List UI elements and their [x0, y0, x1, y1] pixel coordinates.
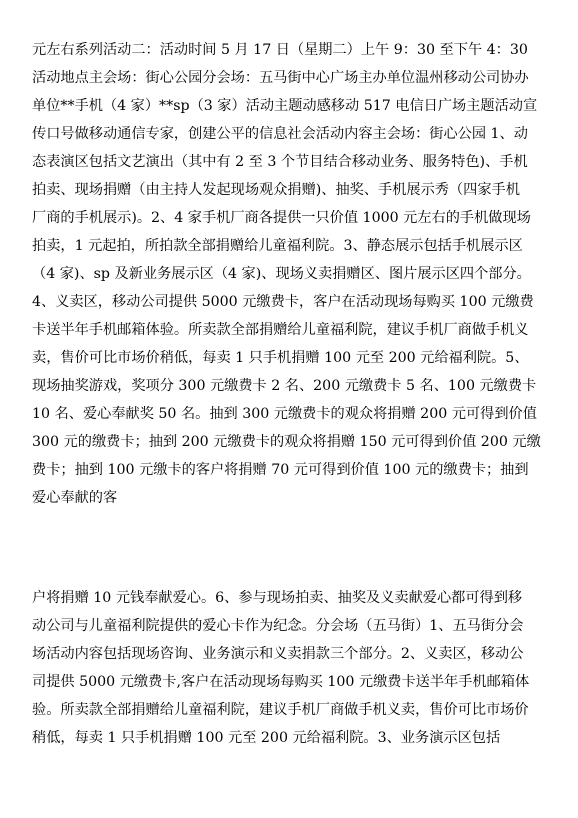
paragraph-1	[32, 36, 552, 512]
text-line: 传口号做移动通信专家，创建公平的信息社会活动内容主会场：街心公园 1、动	[32, 126, 528, 142]
text-line: 现场抽奖游戏，奖项分 300 元缴费卡 2 名、200 元缴费卡 5 名、100 元缴费卡	[32, 378, 537, 394]
text-line: 4、义卖区，移动公司提供 5000 元缴费卡，客户在活动现场每购买 100 元缴费	[32, 294, 534, 310]
text-line: 元左右系列活动二：活动时间 5 月 17 日（星期二）上午 9：30 至下午 4：30	[32, 42, 528, 58]
text-line: 卖，售价可比市场价稍低，每卖 1 只手机捐赠 100 元至 200 元给福利院。5、	[32, 350, 529, 366]
text-line: 态表演区包括文艺演出（其中有 2 至 3 个节目结合移动业务、服务特色)、手机	[32, 154, 528, 170]
text-line: 300 元的缴费卡；抽到 200 元缴费卡的观众将捐赠 150 元可得到价值 200 元缴	[32, 434, 541, 450]
text-line: 活动地点主会场：街心公园分会场：五马街中心广场主办单位温州移动公司协办	[32, 70, 529, 86]
text-line: 场活动内容包括现场咨询、业务演示和义卖捐款三个部分。2、义卖区，移动公	[32, 646, 524, 662]
text-line: 10 名、爱心奉献奖 50 名。抽到 300 元缴费卡的观众将捐赠 200 元可得到价值	[32, 406, 537, 422]
text-line: 动公司与儿童福利院提供的爱心卡作为纪念。分会场（五马街）1、五马街分会	[32, 618, 524, 634]
text-line: 厂商的手机展示)。2、4 家手机厂商各提供一只价值 1000 元左右的手机做现场	[32, 210, 531, 226]
text-line: 拍卖、现场捐赠（由主持人发起现场观众捐赠)、抽奖、手机展示秀（四家手机	[32, 182, 520, 198]
paragraph-2	[32, 584, 552, 752]
text-line: （4 家)、sp 及新业务展示区（4 家)、现场义卖捐赠区、图片展示区四个部分。	[32, 266, 531, 282]
text-line: 稍低，每卖 1 只手机捐赠 100 元至 200 元给福利院。3、业务演示区包括	[32, 730, 501, 746]
text-line: 费卡；抽到 100 元缴卡的客户将捐赠 70 元可得到价值 100 元的缴费卡；抽到	[32, 462, 529, 478]
text-line: 爱心奉献的客	[32, 490, 118, 506]
text-line: 卡送半年手机邮箱体验。所卖款全部捐赠给儿童福利院，建议手机厂商做手机义	[32, 322, 529, 338]
text-line: 户将捐赠 10 元钱奉献爱心。6、参与现场拍卖、抽奖及义卖献爱心都可得到移	[32, 590, 523, 606]
text-line: 司提供 5000 元缴费卡,客户在活动现场每购买 100 元缴费卡送半年手机邮箱体	[32, 674, 530, 690]
text-line: 验。所卖款全部捐赠给儿童福利院，建议手机厂商做手机义卖，售价可比市场价	[32, 702, 529, 718]
text-line: 单位**手机（4 家）**sp（3 家）活动主题动感移动 517 电信日广场主题活动宣	[32, 98, 538, 114]
text-line: 拍卖，1 元起拍，所拍款全部捐赠给儿童福利院。3、静态展示包括手机展示区	[32, 238, 523, 254]
